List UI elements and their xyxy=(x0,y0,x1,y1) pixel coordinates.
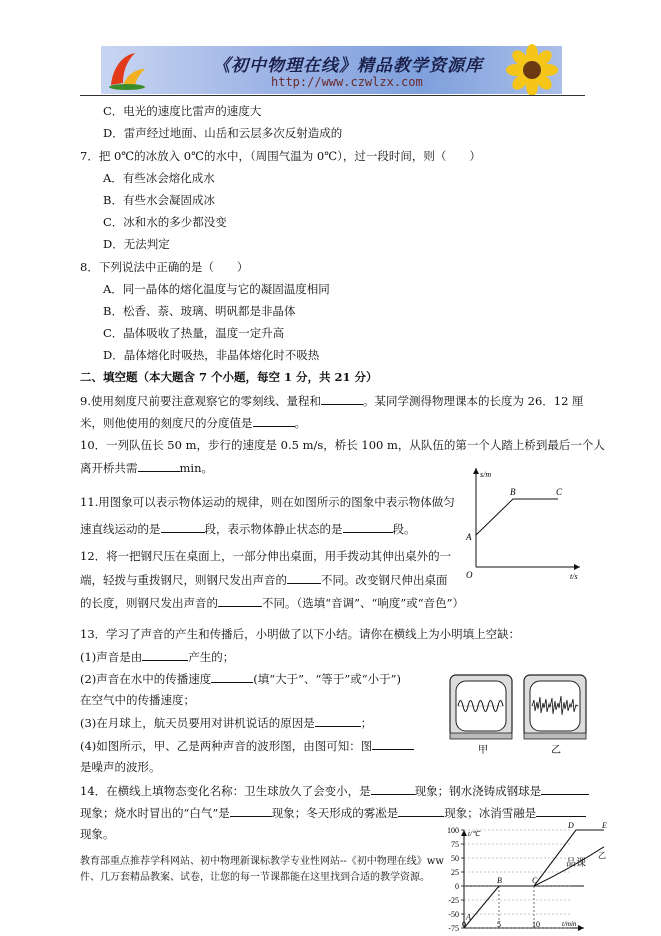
st-point-a-label: A xyxy=(466,532,472,542)
temp-y-tick-label: -50 xyxy=(448,910,459,919)
q9-blank-1[interactable] xyxy=(321,392,363,405)
q13-item4 xyxy=(80,737,414,754)
q14-text-d: 现象；冬天形成的雾凇是 xyxy=(271,806,399,820)
q13-text-c: (2)声音在水中的传播速度 xyxy=(80,672,212,686)
q14-blank-4[interactable] xyxy=(398,804,444,817)
footer-line1: 教育部重点推荐学科网站、初中物理新课标教学专业性网站--《初中物理在线》ww xyxy=(80,856,444,867)
temp-y-tick-label: 100 xyxy=(447,826,459,835)
q9-text-a: 9.使用刻度尺前要注意观察它的零刻线、量程和 xyxy=(80,394,321,408)
temp-y-tick-label: -75 xyxy=(448,924,459,933)
temp-y-tick-label: 50 xyxy=(451,854,459,863)
q11-line2 xyxy=(80,520,416,537)
st-origin-label: O xyxy=(466,570,473,580)
temp-y-tick-label: 25 xyxy=(451,868,459,877)
q14-line3: 现象。 xyxy=(80,827,115,841)
q11-line1: 11.用图象可以表示物体运动的规律，则在如图所示的图象中表示物体做匀 xyxy=(80,495,455,509)
temp-x-tick-label: 10 xyxy=(532,920,540,929)
q9-text-c: 米，则他使用的刻度尺的分度值是 xyxy=(80,416,253,430)
q11-text-b: 段，表示物体静止状态的是 xyxy=(204,522,343,536)
temp-y-arrow-icon xyxy=(461,830,467,836)
waveform-label-jia: 甲 xyxy=(478,745,488,756)
q13-stem: 13．学习了声音的产生和传播后，小明做了以下小结。请你在横线上为小明填上空缺： xyxy=(80,627,521,641)
q13-text-e: (3)在月球上，航天员要用对讲机说话的原因是 xyxy=(80,716,315,730)
q8-option-d: D．晶体熔化时吸热，非晶体熔化时不吸热 xyxy=(103,348,320,362)
header-rule xyxy=(80,95,585,96)
q8-option-a: A．同一晶体的熔化温度与它的凝固温度相同 xyxy=(103,282,330,296)
temp-point-e-label: E xyxy=(602,821,607,830)
site-logo-icon xyxy=(105,49,149,91)
st-point-c-label: C xyxy=(556,487,563,497)
q6-option-d: D．雷声经过地面、山岳和云层多次反射造成的 xyxy=(103,126,343,140)
q7-option-c: C．冰和水的多少都没变 xyxy=(103,215,227,229)
temp-x-label: t/min xyxy=(562,920,577,928)
q10-blank-1[interactable] xyxy=(138,459,180,472)
q13-item2-cont: 在空气中的传播速度； xyxy=(80,693,195,707)
q13-text-a: (1)声音是由 xyxy=(80,650,143,664)
q9-text-d: 。 xyxy=(294,416,306,430)
q12-blank-1[interactable] xyxy=(287,571,321,584)
st-x-arrow-icon xyxy=(574,564,580,570)
q12-line1: 12．将一把钢尺压在桌面上，一部分伸出桌面，用手拨动其伸出桌外的一 xyxy=(80,549,452,563)
waveform-label-yi: 乙 xyxy=(551,745,561,756)
q14-blank-3[interactable] xyxy=(230,804,272,817)
q12-line2 xyxy=(80,571,448,588)
q12-text-b: 不同。改变钢尺伸出桌面 xyxy=(321,573,448,587)
q14-line1 xyxy=(80,782,589,799)
q10-text-a: 离开桥共需 xyxy=(80,461,138,475)
st-graph-line xyxy=(476,499,558,535)
temp-y-tick-label: 0 xyxy=(455,882,459,891)
oscilloscope-jia xyxy=(450,675,512,739)
st-graph xyxy=(458,462,584,584)
q13-blank-2[interactable] xyxy=(211,670,253,683)
banner-url[interactable]: http://www.czwlzx.com xyxy=(271,75,423,89)
footer-line1-tail: 品课 xyxy=(566,858,586,869)
oscilloscope-yi xyxy=(524,675,586,739)
q9-line2 xyxy=(80,414,306,431)
temp-point-a-label: A xyxy=(466,912,471,922)
sunflower-icon xyxy=(492,46,562,94)
q13-item3 xyxy=(80,714,372,731)
q13-text-b: 产生的； xyxy=(188,650,235,664)
temp-curve-yi-label: 乙 xyxy=(598,851,606,860)
q12-text-d: 不同。（选填“音调”、“响度”或“音色”） xyxy=(262,596,465,610)
q7-option-b: B．有些水会凝固成冰 xyxy=(103,193,215,207)
q11-text-c: 段。 xyxy=(392,522,416,536)
q14-text-c: 现象；烧水时冒出的“白气”是 xyxy=(80,806,230,820)
q14-text-a: 14．在横线上填物态变化名称：卫生球放久了会变小，是 xyxy=(80,784,371,798)
st-y-label: s/m xyxy=(480,470,492,479)
temp-point-d-label: D xyxy=(568,821,574,830)
q14-blank-2[interactable] xyxy=(541,782,589,795)
q12-blank-2[interactable] xyxy=(218,594,262,607)
temp-y-tick-label: -25 xyxy=(448,896,459,905)
q13-item2 xyxy=(80,670,401,687)
q13-item1 xyxy=(80,648,234,665)
waveform-figure xyxy=(448,673,590,755)
q12-text-c: 的长度，则钢尺发出声音的 xyxy=(80,596,218,610)
header-banner xyxy=(101,46,562,94)
q6-option-c: C．电光的速度比雷声的速度大 xyxy=(103,104,262,118)
q11-text-a: 速直线运动的是 xyxy=(80,522,161,536)
q10-line2 xyxy=(80,459,213,476)
q14-blank-5[interactable] xyxy=(536,804,586,817)
banner-title: 《初中物理在线》精品教学资源库 xyxy=(213,56,483,76)
temp-x-tick-label: 5 xyxy=(497,920,501,929)
q13-item4-cont: 是噪声的波形。 xyxy=(80,760,161,774)
temp-graph-layer xyxy=(447,821,607,933)
footer-line2: 件、几万套精品教案、试卷，让您的每一节课都能在这里找到合适的教学资源。 xyxy=(80,872,430,883)
q13-text-d: (填“大于”、“等于”或“小于”) xyxy=(253,672,402,686)
q9-blank-2[interactable] xyxy=(253,414,295,427)
q11-blank-2[interactable] xyxy=(343,520,393,533)
temp-x-arrow-icon xyxy=(578,925,584,931)
q13-text-f: ； xyxy=(360,716,373,730)
st-point-b-label: B xyxy=(510,487,516,497)
q14-blank-1[interactable] xyxy=(371,782,415,795)
q7-stem: 7．把 0℃的冰放入 0℃的水中，（周围气温为 0℃），过一段时间，则（ ） xyxy=(80,149,481,163)
temp-point-b-label: B xyxy=(497,876,502,885)
q10-text-b: min。 xyxy=(179,461,213,475)
temp-x-tick-label: 0 xyxy=(462,920,466,929)
q14-text-e: 现象；冰消雪融是 xyxy=(444,806,537,820)
temp-y-label: t/℃ xyxy=(468,830,480,838)
q13-blank-1[interactable] xyxy=(142,648,188,661)
q9-line1 xyxy=(80,392,584,409)
q11-blank-1[interactable] xyxy=(161,520,205,533)
section-heading: 二、填空题（本大题含 7 个小题，每空 1 分，共 21 分） xyxy=(80,370,378,384)
q13-blank-3[interactable] xyxy=(315,714,361,727)
q9-text-b: 。某同学测得物理课本的长度为 26．12 厘 xyxy=(362,394,584,408)
q13-text-g: (4)如图所示，甲、乙是两种声音的波形图，由图可知：图 xyxy=(80,739,373,753)
q8-option-c: C．晶体吸收了热量，温度一定升高 xyxy=(103,326,285,340)
q7-option-a: A．有些冰会熔化成水 xyxy=(103,171,215,185)
temp-time-graph xyxy=(422,821,607,933)
q7-option-d: D．无法判定 xyxy=(103,237,170,251)
st-y-arrow-icon xyxy=(473,468,479,474)
q14-line2 xyxy=(80,804,586,821)
q8-option-b: B．松香、萘、玻璃、明矾都是非晶体 xyxy=(103,304,296,318)
q8-stem: 8．下列说法中正确的是（ ） xyxy=(80,260,249,274)
q14-text-b: 现象；钢水浇铸成钢球是 xyxy=(414,784,542,798)
temp-y-tick-label: 75 xyxy=(451,840,459,849)
temp-point-c-label: C xyxy=(532,876,538,885)
q10-line1: 10．一列队伍长 50 m，步行的速度是 0.5 m/s，桥长 100 m，从队伍的第一个人踏上桥到最后一个人 xyxy=(80,438,605,452)
q13-blank-4[interactable] xyxy=(372,737,414,750)
q12-text-a: 端，轻拨与重拨钢尺，则钢尺发出声音的 xyxy=(80,573,287,587)
st-x-label: t/s xyxy=(570,572,578,581)
q12-line3 xyxy=(80,594,464,611)
